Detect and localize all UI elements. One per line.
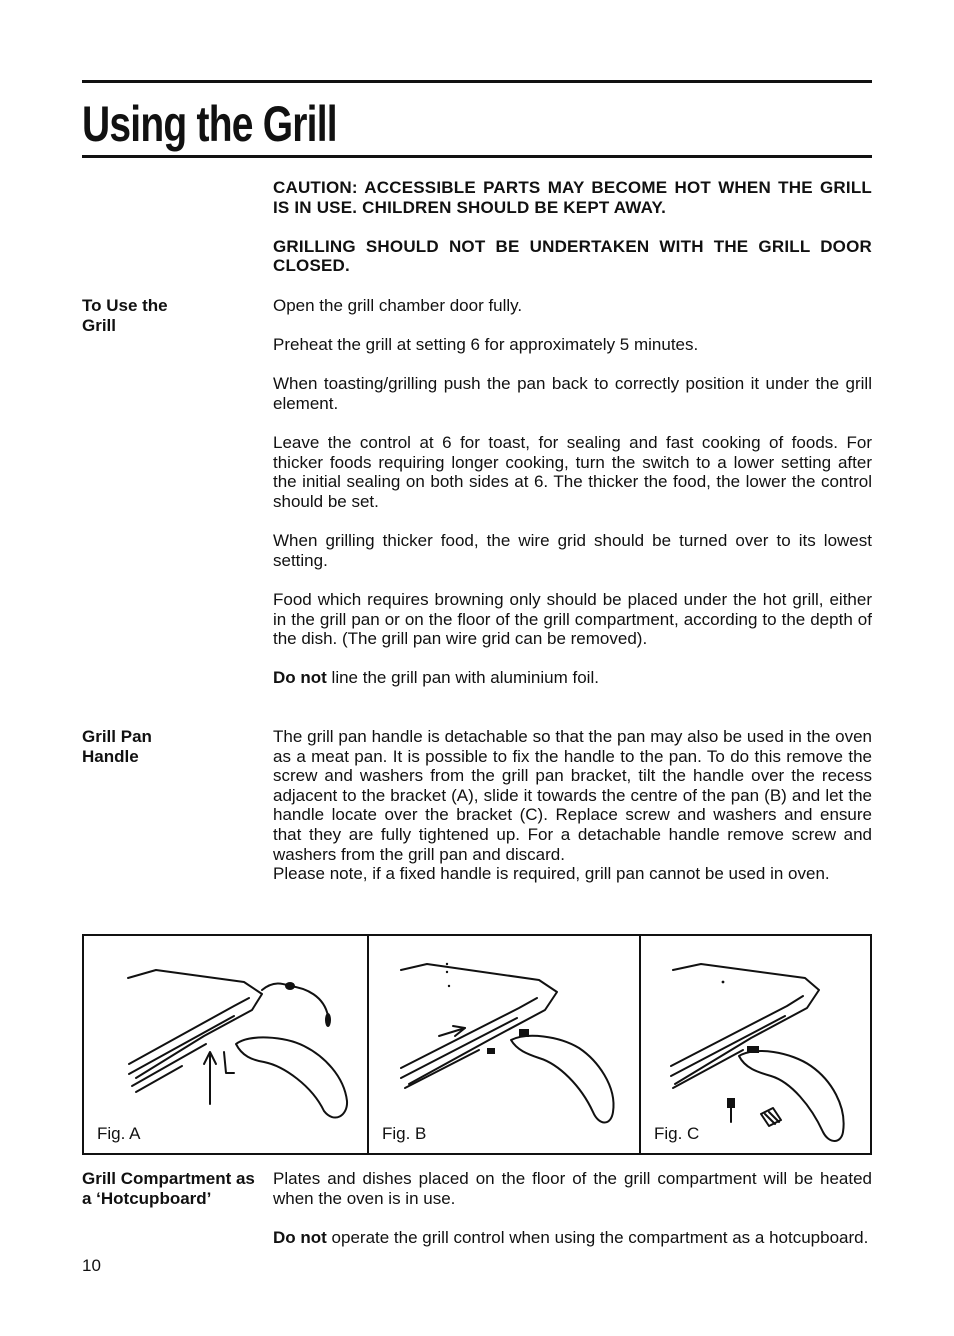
use-grill-para-1: Open the grill chamber door fully. xyxy=(273,296,523,315)
use-grill-para-2: Preheat the grill at setting 6 for approximately 5 minutes. xyxy=(273,335,699,355)
figure-b-caption: Fig. B xyxy=(382,1124,427,1143)
foil-warning xyxy=(273,668,872,688)
caution-block xyxy=(273,178,872,296)
figure-b-drawing xyxy=(369,936,639,1153)
top-rule xyxy=(82,80,872,83)
hotcupboard-warning xyxy=(273,1228,872,1248)
hotcupboard-para: Plates and dishes placed on the floor of the grill compartment will be heated when the oven is in use. xyxy=(273,1169,872,1208)
hotcupboard-warning-emphasis: Do not xyxy=(273,1227,327,1247)
handle-section xyxy=(273,727,872,884)
figure-a xyxy=(84,936,367,1153)
figure-a-drawing xyxy=(84,936,365,1153)
figure-c-drawing xyxy=(641,936,872,1153)
figure-b xyxy=(367,936,639,1153)
page-title: Using the Grill xyxy=(82,96,337,152)
use-grill-para-6: Food which requires browning only should be placed under the hot grill, either in the grill pan or on the floor of the grill compartment, according to the depth of the dish. (The grill pan wire grid can be removed). xyxy=(273,589,872,649)
use-grill-heading: To Use the Grill xyxy=(82,296,168,335)
foil-warning-emphasis: Do not xyxy=(273,668,327,688)
title-rule xyxy=(82,155,872,158)
handle-para-2: Please note, if a fixed handle is required, grill pan cannot be used in oven. xyxy=(273,864,830,884)
use-grill-para-3: When toasting/grilling push the pan back to correctly position it under the grill element. xyxy=(273,374,872,413)
figure-c-caption: Fig. C xyxy=(654,1124,700,1143)
use-grill-para-4: Leave the control at 6 for toast, for sealing and fast cooking of foods. For thicker foods requiring longer cooking, turn the switch to a lower setting after the initial sealing on both sides at 6. The thicker the food, the lower the control should be set. xyxy=(273,433,872,511)
figure-a-caption: Fig. A xyxy=(97,1124,141,1143)
caution-hot-parts: CAUTION: ACCESSIBLE PARTS MAY BECOME HOT WHEN THE GRILL IS IN USE. CHILDREN SHOULD BE KEPT AWAY. xyxy=(273,178,872,217)
caution-door-open: GRILLING SHOULD NOT BE UNDERTAKEN WITH THE GRILL DOOR CLOSED. xyxy=(273,236,872,276)
use-grill-section xyxy=(273,296,872,707)
hotcupboard-section xyxy=(273,1169,872,1247)
page-number: 10 xyxy=(82,1256,101,1275)
foil-warning-text: line the grill pan with aluminium foil. xyxy=(326,668,599,688)
hotcupboard-heading: Grill Compartment as a ‘Hotcupboard’ xyxy=(82,1169,255,1208)
handle-para-1: The grill pan handle is detachable so that the pan may also be used in the oven as a meat pan. It is possible to fix the handle to the pan. To do this remove the screw and washers from the grill pan bracket, tilt the handle over the recess adjacent to the bracket (A), slide it towards the centre of the pan (B) and let the handle locate over the bracket (C). Replace screw and washers and ensure that they are fully tightened up. For a detachable handle remove screw and washers from the grill pan and discard. xyxy=(273,727,872,864)
hotcupboard-warning-text: operate the grill control when using the compartment as a hotcupboard. xyxy=(326,1227,869,1247)
figure-c xyxy=(639,936,870,1153)
figure-panel xyxy=(82,934,872,1155)
handle-heading: Grill Pan Handle xyxy=(82,727,152,766)
use-grill-para-5: When grilling thicker food, the wire grid should be turned over to its lowest setting. xyxy=(273,531,872,570)
